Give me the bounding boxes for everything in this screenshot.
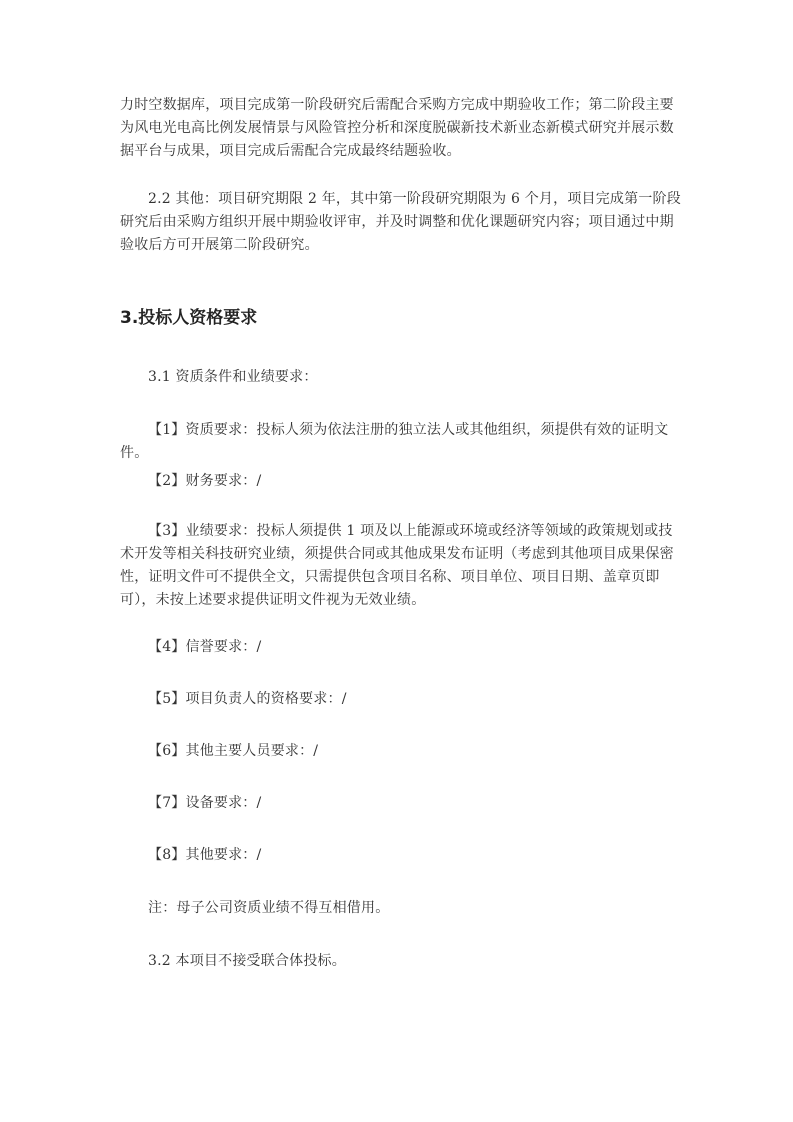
requirement-item-4: 【4】信誉要求：/ [148,639,262,655]
requirement-item-1: 【1】资质要求：投标人须为依法注册的独立法人或其他组织，须提供有效的证明文件。 [120,422,669,461]
paragraph-3-2: 3.2 本项目不接受联合体投标。 [148,953,346,969]
section-heading-3: 3.投标人资格要求 [120,308,258,328]
paragraph-2-2-other: 2.2 其他：项目研究期限 2 年，其中第一阶段研究期限为 6 个月，项目完成第一阶段研究后由采购方组织开展中期验收评审，并及时调整和优化课题研究内容；项目通过中期验收后方可开展第二阶段研究。 [120,191,681,253]
note-paragraph: 注：母子公司资质业绩不得互相借用。 [148,900,390,916]
paragraph-3-1: 3.1 资质条件和业绩要求： [148,369,318,385]
paragraph-stage-description: 力时空数据库，项目完成第一阶段研究后需配合采购方完成中期验收工作；第二阶段主要为风电光电高比例发展情景与风险管控分析和深度脱碳新技术新业态新模式研究并展示数据平台与成果，项目完成后需配合完成最终结题验收。 [120,97,674,159]
requirement-item-6: 【6】其他主要人员要求：/ [148,743,319,759]
requirement-item-5: 【5】项目负责人的资格要求：/ [148,691,347,707]
requirement-item-8: 【8】其他要求：/ [148,847,262,863]
requirement-item-3: 【3】业绩要求：投标人须提供 1 项及以上能源或环境或经济等领域的政策规划或技术开发等相关科技研究业绩，须提供合同或其他成果发布证明（考虑到其他项目成果保密性，证明文件可不提供全文，只需提供包含项目名称、项目单位、项目日期、盖章页即可），未按上述要求提供证明文件视为无效业绩。 [120,523,674,608]
requirement-item-2: 【2】财务要求：/ [148,473,262,489]
requirement-item-7: 【7】设备要求：/ [148,795,262,811]
